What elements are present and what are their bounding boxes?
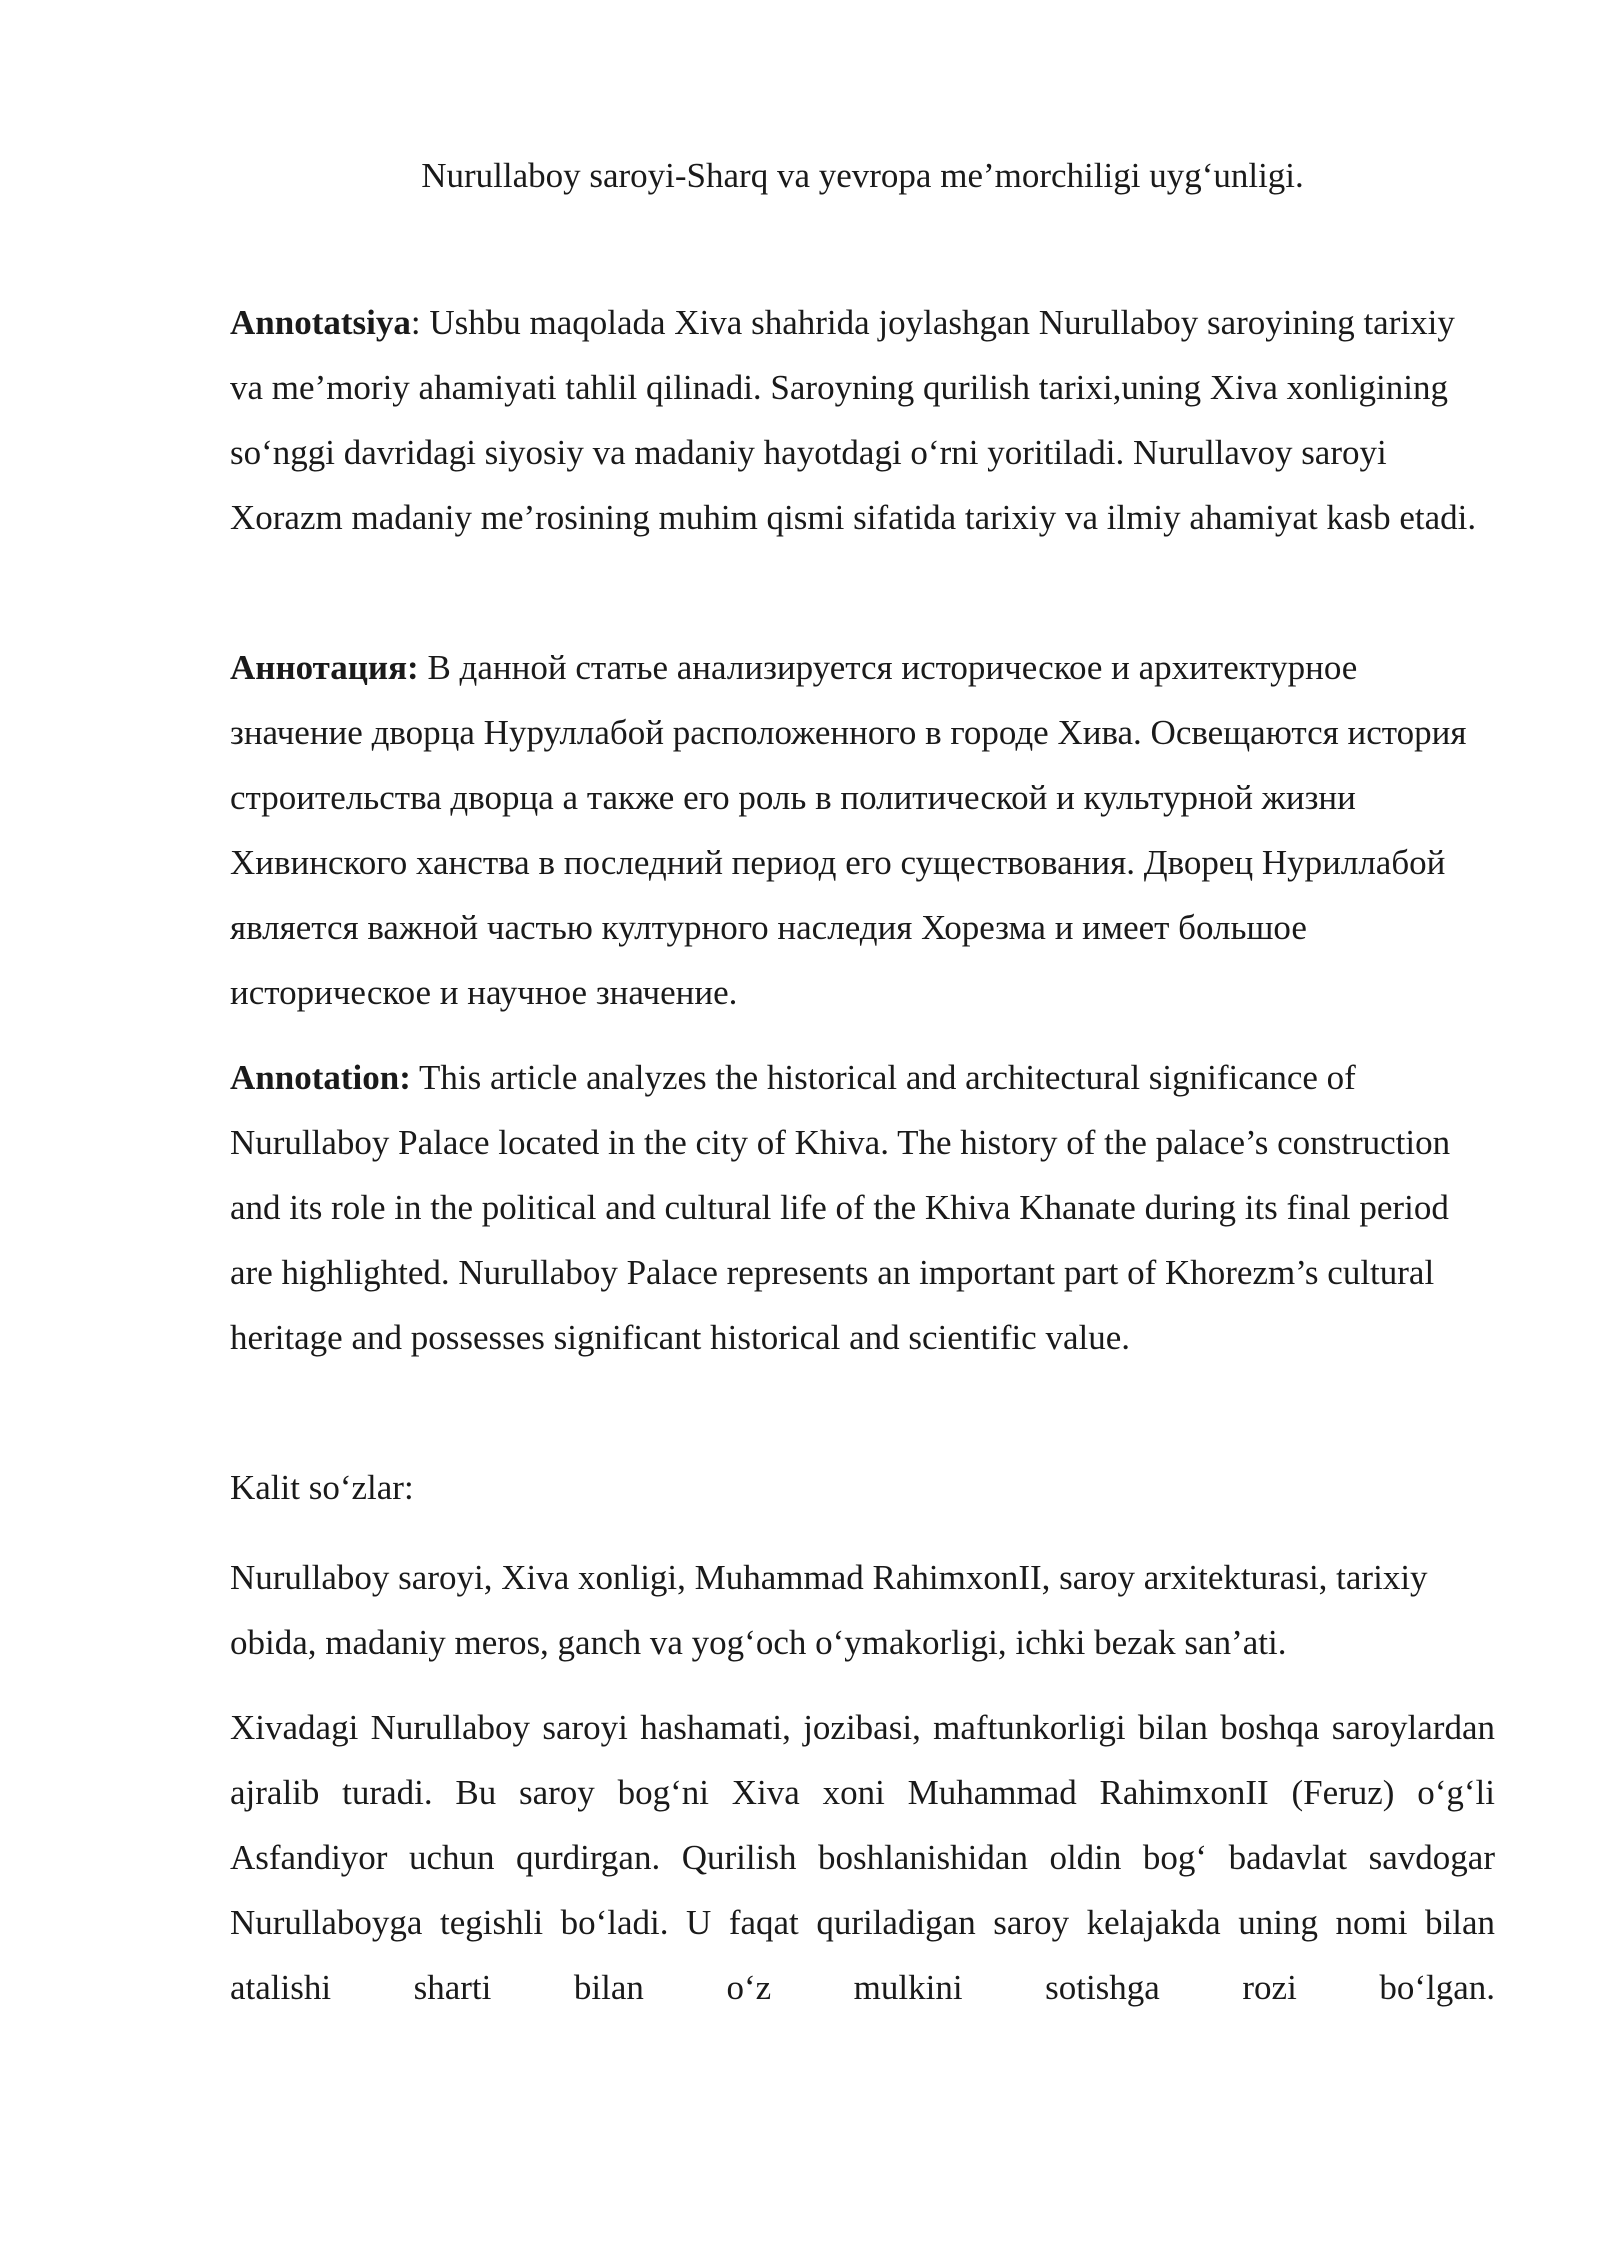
annotation-english-label: Annotation: <box>230 1058 411 1097</box>
annotation-english <box>230 1045 1495 1370</box>
body-paragraph: Xivadagi Nurullaboy saroyi hashamati, jozibasi, maftunkorligi bilan boshqa saroylardan ajralib turadi. Bu saroy bog‘ni Xiva xoni Muhammad RahimxonII (Feruz) o‘g‘li Asfandiyor uchun qurdirgan. Qurilish boshlanishidan oldin bog‘ badavlat savdogar Nurullaboyga tegishli bo‘ladi. U faqat quriladigan saroy kelajakda uning nomi bilan atalishi sharti bilan o‘z mulkini sotishga rozi bo‘lgan. <box>230 1708 1495 2007</box>
keywords-list: Nurullaboy saroyi, Xiva xonligi, Muhammad RahimxonII, saroy arxitekturasi, tarixiy obida, madaniy meros, ganch va yog‘och o‘ymakorligi, ichki bezak san’ati. <box>230 1558 1428 1662</box>
annotation-russian-text: В данной статье анализируется историческое и архитектурное значение дворца Нуруллабой расположенного в городе Хива. Освещаются история строительства дворца а также его роль в политической и культурной жизни Хивинского ханства в последний период его существования. Дворец Нуриллабой является важной частью културного наследия Хорезма и имеет большое историческое и научное значение. <box>230 648 1467 1012</box>
annotation-english-text: This article analyzes the historical and architectural significance of Nurullaboy Palace located in the city of Khiva. The history of the palace’s construction and its role in the political and cultural life of the Khiva Khanate during its final period are highlighted. Nurullaboy Palace represents an important part of Khorezm’s cultural heritage and possesses significant historical and scientific value. <box>230 1058 1451 1357</box>
keywords-heading: Kalit so‘zlar: <box>230 1468 414 1507</box>
annotation-uzbek <box>230 290 1495 550</box>
annotation-uzbek-text: : Ushbu maqolada Xiva shahrida joylashgan Nurullaboy saroyining tarixiy va me’moriy ahamiyati tahlil qilinadi. Saroyning qurilish tarixi,uning Xiva xonligining so‘nggi davridagi siyosiy va madaniy hayotdagi o‘rni yoritiladi. Nurullavoy saroyi Xorazm madaniy me’rosining muhim qismi sifatida tarixiy va ilmiy ahamiyat kasb etadi. <box>230 303 1477 537</box>
annotation-uzbek-label: Annotatsiya <box>230 303 411 342</box>
annotation-russian <box>230 635 1495 1025</box>
annotation-russian-label: Аннотация: <box>230 648 419 687</box>
document-title: Nurullaboy saroyi-Sharq va yevropa me’morchiligi uyg‘unligi. <box>421 156 1304 195</box>
